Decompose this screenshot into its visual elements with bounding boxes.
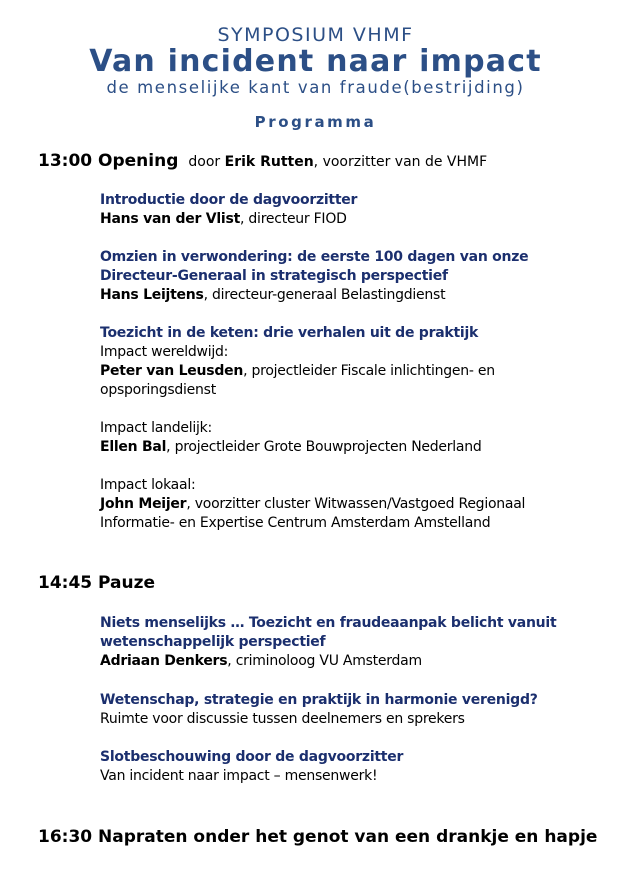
opening-time-label: 13:00 Opening	[38, 151, 179, 171]
session-niets-menselijks	[100, 614, 600, 671]
page-title: Van incident naar impact	[89, 44, 542, 79]
closing-time-label: 16:30 Napraten onder het genot van een drankje en hapje	[38, 827, 598, 847]
speaker-role: , projectleider Fiscale inlichtingen- en	[243, 363, 495, 379]
session-title: Toezicht in de keten: drie verhalen uit de praktijk	[100, 325, 479, 341]
session-speaker-line	[100, 652, 600, 671]
pause-row	[38, 572, 155, 594]
part-label: Impact wereldwijd:	[100, 344, 229, 360]
session-title: Omzien in verwondering: de eerste 100 dagen van onze	[100, 249, 529, 265]
speaker-role-cont: Informatie- en Expertise Centrum Amsterdam Amstelland	[100, 515, 491, 531]
speaker-name: Ellen Bal	[100, 439, 167, 455]
speaker-role: , projectleider Grote Bouwprojecten Nederland	[166, 439, 482, 455]
speaker-role: , voorzitter cluster Witwassen/Vastgoed Regionaal	[186, 496, 526, 512]
opening-row	[38, 150, 487, 173]
session-toezicht	[100, 324, 600, 533]
session-title: Niets menselijks … Toezicht en fraudeaanpak belicht vanuit	[100, 615, 557, 631]
session-speaker-line	[100, 438, 600, 457]
opening-host	[188, 154, 487, 170]
opening-speaker: Erik Rutten	[224, 154, 314, 170]
session-title: Introductie door de dagvoorzitter	[100, 192, 358, 208]
speaker-role: , criminoloog VU Amsterdam	[227, 653, 422, 669]
opening-by: door	[188, 154, 221, 170]
speaker-name: Adriaan Denkers	[100, 653, 228, 669]
session-omzien	[100, 248, 600, 305]
session-slotbeschouwing	[100, 748, 600, 786]
pause-time-label: 14:45 Pauze	[38, 573, 156, 593]
speaker-role: , directeur FIOD	[240, 211, 347, 227]
speaker-name: Hans van der Vlist	[100, 211, 241, 227]
page-subtitle: de menselijke kant van fraude(bestrijding)	[106, 78, 525, 97]
session-speaker-line	[100, 495, 600, 514]
session-description: Ruimte voor discussie tussen deelnemers en sprekers	[100, 711, 465, 727]
session-description: Van incident naar impact – mensenwerk!	[100, 768, 378, 784]
session-speaker-line	[100, 286, 600, 305]
section-heading: Programma	[254, 113, 377, 131]
session-title: Slotbeschouwing door de dagvoorzitter	[100, 749, 404, 765]
session-title-cont: wetenschappelijk perspectief	[100, 634, 326, 650]
session-speaker-line	[100, 210, 600, 229]
session-title-cont: Directeur-Generaal in strategisch perspectief	[100, 268, 448, 284]
closing-row	[38, 826, 597, 848]
speaker-name: John Meijer	[100, 496, 187, 512]
symposium-kicker: SYMPOSIUM VHMF	[217, 24, 414, 46]
session-intro	[100, 191, 600, 229]
speaker-name: Hans Leijtens	[100, 287, 204, 303]
opening-role: , voorzitter van de VHMF	[313, 154, 488, 170]
speaker-role: , directeur-generaal Belastingdienst	[203, 287, 446, 303]
session-discussie	[100, 691, 600, 729]
session-speaker-line	[100, 362, 600, 381]
speaker-role-cont: opsporingsdienst	[100, 382, 216, 398]
session-title: Wetenschap, strategie en praktijk in harmonie verenigd?	[100, 692, 538, 708]
speaker-name: Peter van Leusden	[100, 363, 244, 379]
part-label: Impact landelijk:	[100, 420, 212, 436]
part-label: Impact lokaal:	[100, 477, 196, 493]
